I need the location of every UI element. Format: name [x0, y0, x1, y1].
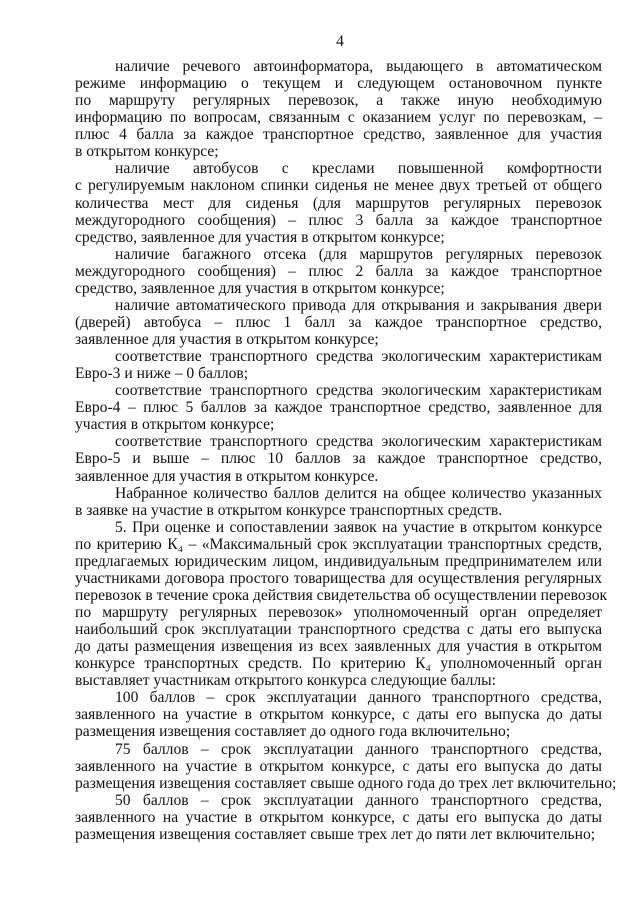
paragraph: [75, 740, 617, 792]
text-line: заявленного на участие в открытом конкурсе, с даты его выпуска до даты: [75, 706, 602, 724]
text-line: конкурсе транспортных средств. По критерию К₄ уполномоченный орган: [75, 655, 602, 673]
text-line: по критерию К₄ – «Максимальный срок эксплуатации транспортных средств,: [75, 535, 602, 553]
text-line: выставляет участникам открытого конкурса следующие баллы:: [75, 672, 496, 690]
text-line: соответствие транспортного средства экологическим характеристикам: [115, 348, 602, 366]
text-line: средство, заявленное для участия в открытом конкурсе;: [75, 279, 445, 297]
text-line: 100 баллов – срок эксплуатации данного транспортного средства,: [115, 689, 602, 707]
text-line: перевозок в течение срока действия свидетельства об осуществлении перевозок: [75, 586, 608, 604]
paragraph: [75, 382, 602, 433]
text-line: информацию по вопросам, связанным с оказанием услуг по перевозкам, –: [75, 109, 602, 127]
document-body: [75, 58, 617, 843]
text-line: количества мест для сиденья (для маршрутов регулярных перевозок: [75, 194, 602, 212]
text-line: заявленное для участия в открытом конкурсе.: [75, 467, 379, 485]
paragraph: [75, 792, 602, 843]
text-line: размещения извещения составляет свыше одного года до трех лет включительно;: [75, 774, 617, 792]
text-line: Евро-4 – плюс 5 баллов за каждое транспортное средство, заявленное для: [75, 399, 602, 417]
text-line: наличие речевого автоинформатора, выдающего в автоматическом: [115, 58, 602, 75]
text-line: заявленное для участия в открытом конкурсе;: [75, 331, 379, 348]
text-line: Набранное количество баллов делится на общее количество указанных: [115, 484, 602, 502]
text-line: участия в открытом конкурсе;: [75, 416, 275, 434]
text-line: по маршруту регулярных перевозок» уполномоченный орган определяет: [75, 604, 602, 621]
text-line: наличие багажного отсека (для маршрутов регулярных перевозок: [115, 245, 602, 263]
paragraph: [75, 518, 608, 690]
paragraph: [75, 348, 602, 382]
text-line: 5. При оценке и сопоставлении заявок на участие в открытом конкурсе: [115, 518, 602, 536]
paragraph: [75, 433, 602, 484]
text-line: размещения извещения составляет до одного года включительно;: [75, 723, 511, 741]
text-line: наличие автобусов с креслами повышенной комфортности: [115, 160, 602, 178]
text-line: до даты размещения извещения из всех заявленных для участия в открытом: [75, 638, 602, 656]
text-line: в заявке на участие в открытом конкурсе транспортных средств.: [75, 501, 503, 519]
text-line: (дверей) автобуса – плюс 1 балл за каждое транспортное средство,: [75, 313, 602, 331]
paragraph: [75, 160, 602, 245]
text-line: по маршруту регулярных перевозок, а также иную необходимую: [75, 92, 602, 110]
text-line: заявленного на участие в открытом конкурсе, с даты его выпуска до даты: [75, 808, 602, 826]
text-line: предлагаемых юридическим лицом, индивидуальным предпринимателем или: [75, 552, 602, 570]
text-line: соответствие транспортного средства экологическим характеристикам: [115, 433, 602, 451]
paragraph: [75, 689, 602, 740]
text-line: соответствие транспортного средства экологическим характеристикам: [115, 382, 602, 400]
text-line: с регулируемым наклоном спинки сиденья не менее двух третьей от общего: [75, 177, 602, 195]
text-line: наибольший срок эксплуатации транспортного средства с даты его выпуска: [75, 621, 602, 639]
text-line: средство, заявленное для участия в открытом конкурсе;: [75, 228, 445, 246]
text-line: междугородного сообщения) – плюс 2 балла за каждое транспортное: [75, 262, 602, 280]
text-line: наличие автоматического привода для открывания и закрывания двери: [115, 296, 602, 314]
page-number: 4: [336, 33, 344, 50]
text-line: режиме информацию о текущем и следующем остановочном пункте: [75, 75, 602, 93]
paragraph: [75, 297, 602, 348]
text-line: в открытом конкурсе;: [75, 143, 219, 161]
paragraph: [75, 485, 602, 519]
text-line: Евро-5 и выше – плюс 10 баллов за каждое транспортное средство,: [75, 450, 602, 468]
text-line: 50 баллов – срок эксплуатации данного транспортного средства,: [115, 791, 602, 809]
text-line: участниками договора простого товарищества для осуществления регулярных: [75, 569, 602, 587]
text-line: заявленного на участие в открытом конкурсе, с даты его выпуска до даты: [75, 757, 602, 775]
text-line: 75 баллов – срок эксплуатации данного транспортного средства,: [115, 740, 602, 758]
text-line: размещения извещения составляет свыше трех лет до пяти лет включительно;: [75, 825, 596, 843]
text-line: плюс 4 балла за каждое транспортное средство, заявленное для участия: [75, 126, 602, 144]
text-line: Евро-3 и ниже – 0 баллов;: [75, 365, 249, 383]
text-line: междугородного сообщения) – плюс 3 балла за каждое транспортное: [75, 211, 602, 229]
paragraph: [75, 58, 602, 160]
paragraph: [75, 246, 602, 297]
